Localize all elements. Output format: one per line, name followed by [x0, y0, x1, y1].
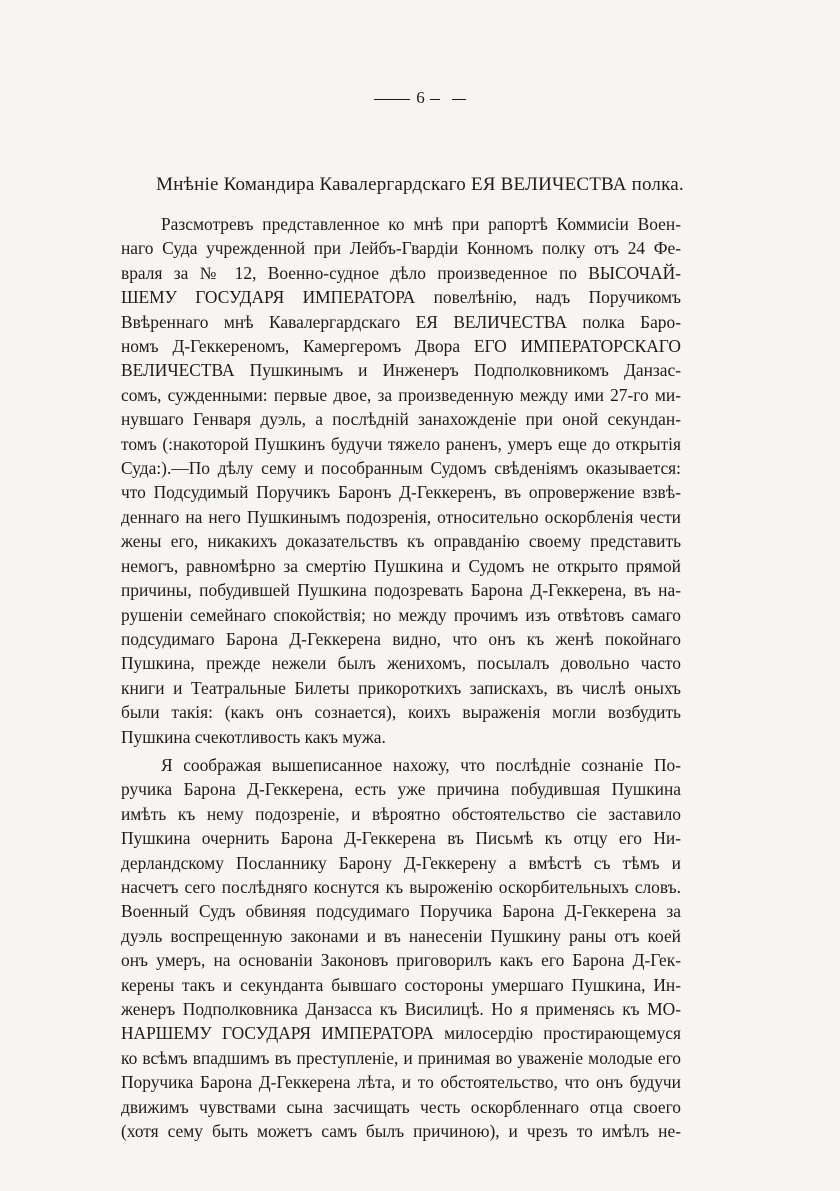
decorative-dash: [452, 99, 466, 100]
text-line: имѣть къ нему подозреніе, и вѣроятно обстоятельство сіе заставило: [121, 803, 681, 824]
text-line: ручика Барона Д-Геккерена, есть уже причина побудившая Пушкина: [121, 779, 681, 800]
text-line: жены его, никакихъ доказательствъ къ оправданію своему представить: [121, 531, 681, 552]
text-line: ко всѣмъ впадшимъ въ преступленіе, и принимая во уваженіе молодые его: [121, 1047, 681, 1068]
paragraph-2: [121, 753, 681, 1144]
text-line: что Подсудимый Поручикъ Баронъ Д-Геккеренъ, въ опровержение взвѣ-: [121, 482, 681, 503]
text-line: нувшаго Генваря дуэль, а послѣдній занахожденіе при оной секундан-: [121, 409, 681, 430]
text-line: дерландскому Посланнику Барону Д-Геккерену а вмѣстѣ съ тѣмъ и: [121, 852, 681, 873]
text-line: Пушкина очернить Барона Д-Геккерена въ Письмѣ къ отцу его Ни-: [121, 828, 681, 849]
paragraph-1: [121, 212, 681, 749]
text-line: Военный Судъ обвиняя подсудимаго Поручика Барона Д-Геккерена за: [121, 901, 681, 922]
text-line: рушеніи семейнаго спокойствія; но между прочимъ изъ отвѣтовъ самаго: [121, 604, 681, 625]
text-line: наго Суда учрежденной при Лейбъ-Гвардіи Конномъ полку отъ 24 Фе-: [121, 238, 681, 259]
text-line: (хотя сему быть можетъ самъ былъ причиною), и чрезъ то имѣлъ не-: [121, 1121, 681, 1142]
text-line: номъ Д-Геккереномъ, Камергеромъ Двора ЕГО ИМПЕРАТОРСКАГО: [121, 336, 681, 357]
text-line: Разсмотревъ представленное ко мнѣ при рапортѣ Коммисіи Воен-: [161, 214, 681, 234]
text-line: Я соображая вышеписанное нахожу, что послѣдніе сознаніе По-: [161, 754, 681, 775]
text-line: Пушкина счекотливость какъ мужа.: [121, 726, 386, 747]
text-line: деннаго на него Пушкинымъ подозренія, относительно оскорбленія чести: [121, 506, 681, 527]
text-line: томъ (:накоторой Пушкинъ будучи тяжело раненъ, умеръ еще до открытія: [121, 433, 681, 454]
text-line: Пушкина, прежде нежели былъ женихомъ, посылалъ довольно часто: [121, 653, 681, 674]
text-line: причины, побудившей Пушкина подозревать Барона Д-Геккерена, въ на-: [121, 580, 681, 601]
page-number-line: [0, 88, 840, 108]
document-title: Мнѣніе Командира Кавалергардскаго ЕЯ ВЕЛИЧЕСТВА полка.: [156, 174, 684, 195]
text-line: ВЕЛИЧЕСТВА Пушкинымъ и Инженеръ Подполковникомъ Данзас-: [121, 360, 681, 381]
text-line: женеръ Подполковника Данзасса къ Висилицѣ. Но я применясь къ МО-: [121, 999, 681, 1019]
text-line: Поручика Барона Д-Геккерена лѣта, и то обстоятельство, что онъ будучи: [121, 1072, 681, 1093]
text-line: насчетъ сего послѣдняго коснутся къ выроженію оскорбительныхъ словъ.: [121, 876, 681, 897]
text-line: керены такъ и секунданта бывшаго состороны умершаго Пушкина, Ин-: [121, 974, 681, 995]
text-line: ШЕМУ ГОСУДАРЯ ИМПЕРАТОРА повелѣнію, надъ Поручикомъ: [121, 287, 681, 308]
page-number: 6: [416, 88, 426, 107]
text-line: враля за № 12, Военно-судное дѣло произведенное по ВЫСОЧАЙ-: [121, 262, 681, 283]
text-line: подсудимаго Барона Д-Геккерена видно, что онъ къ женѣ покойнаго: [121, 628, 681, 649]
text-line: были такія: (какъ онъ сознается), коихъ выраженія могли возбудить: [121, 702, 681, 723]
text-line: онъ умеръ, на основаніи Законовъ приговорилъ какъ его Барона Д-Гек-: [121, 950, 681, 971]
decorative-dash: [430, 99, 440, 100]
text-line: книги и Театральные Билеты прикороткихъ запискахъ, въ числѣ оныхъ: [121, 677, 681, 698]
text-line: сомъ, сужденными: первые двое, за произведенную между ими 27-го ми-: [121, 384, 681, 405]
text-line: Суда:).—По дѣлу сему и пособранным Судомъ свѣденіямъ оказывается:: [121, 458, 681, 479]
text-line: движимъ чувствами сына засчищать честь оскорбленнаго отца своего: [121, 1096, 681, 1117]
text-line: дуэль воспрещенную законами и въ нанесеніи Пушкину раны отъ коей: [121, 925, 681, 946]
document-body: [121, 212, 681, 1143]
text-line: немогъ, равномѣрно за смертію Пушкина и Судомъ не открыто прямой: [121, 555, 681, 576]
text-line: Ввѣреннаго мнѣ Кавалергардскаго ЕЯ ВЕЛИЧЕСТВА полка Баро-: [121, 311, 681, 332]
text-line: НАРШЕМУ ГОСУДАРЯ ИМПЕРАТОРА милосердію простирающемуся: [121, 1023, 681, 1044]
decorative-dash: [374, 99, 410, 100]
